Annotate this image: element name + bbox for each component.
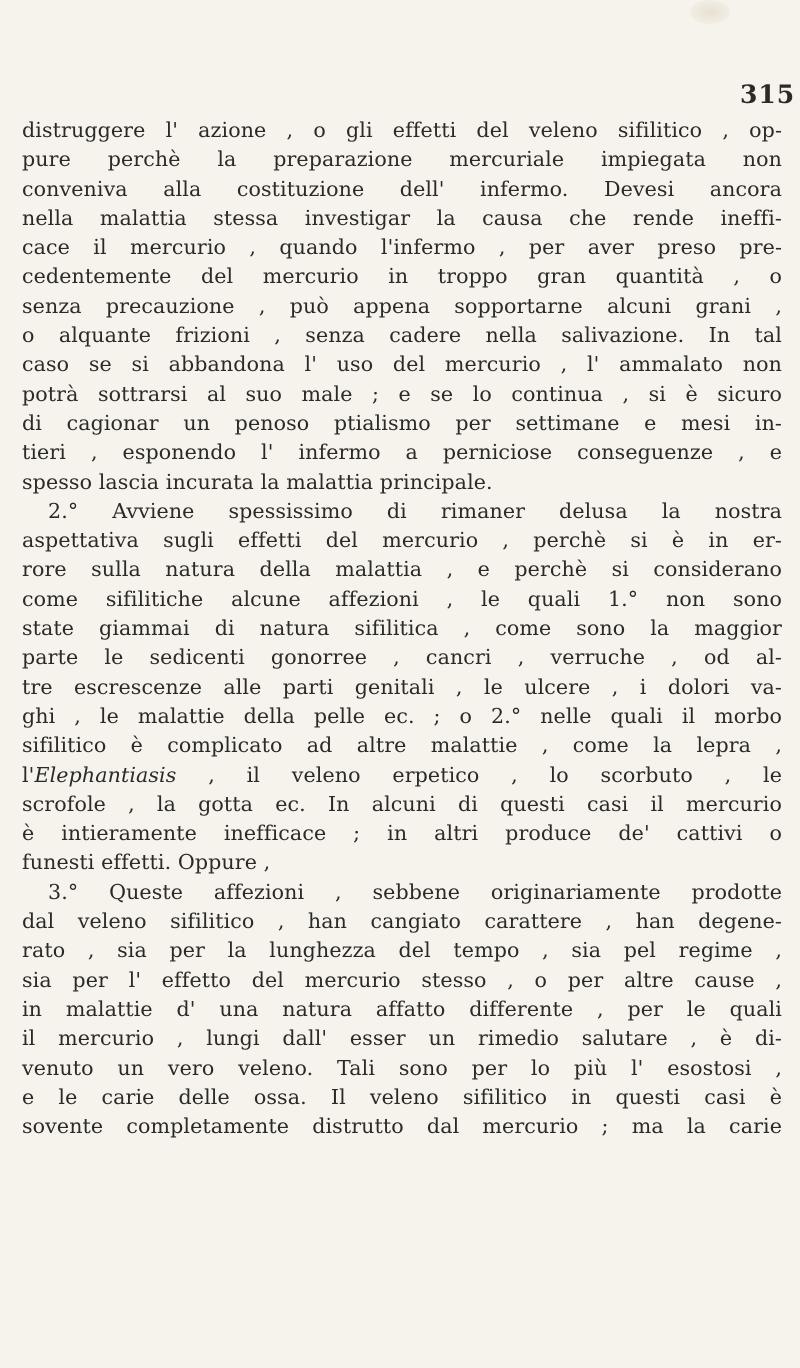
text-line: state giammai di natura sifilitica , come sono la maggior bbox=[22, 616, 782, 641]
text-line: rato , sia per la lunghezza del tempo , sia pel regime , bbox=[22, 938, 782, 963]
text-line: cace il mercurio , quando l'infermo , per aver preso pre- bbox=[22, 235, 782, 260]
text-line: o alquante frizioni , senza cadere nella salivazione. In tal bbox=[22, 323, 782, 348]
text-line-mixed bbox=[22, 761, 782, 790]
text-line: 2.° Avviene spessissimo di rimaner delusa la nostra bbox=[48, 498, 782, 523]
text-line: scrofole , la gotta ec. In alcuni di questi casi il mercurio bbox=[22, 791, 782, 816]
text-fragment: , il veleno erpetico , lo scorbuto , le bbox=[176, 762, 782, 787]
text-line: sia per l' effetto del mercurio stesso , o per altre cause , bbox=[22, 967, 782, 992]
text-line: il mercurio , lungi dall' esser un rimedio salutare , è di- bbox=[22, 1026, 782, 1051]
text-line: tre escrescenze alle parti genitali , le ulcere , i dolori va- bbox=[22, 674, 782, 699]
text-line: senza precauzione , può appena sopportarne alcuni grani , bbox=[22, 293, 782, 318]
text-line: conveniva alla costituzione dell' infermo. Devesi ancora bbox=[22, 176, 782, 201]
paper-stain bbox=[690, 0, 730, 24]
text-fragment: l' bbox=[22, 762, 35, 787]
text-line: cedentemente del mercurio in troppo gran quantità , o bbox=[22, 264, 782, 289]
text-line: rore sulla natura della malattia , e perchè si considerano bbox=[22, 557, 782, 582]
text-line: caso se si abbandona l' uso del mercurio , l' ammalato non bbox=[22, 352, 782, 377]
text-line: spesso lascia incurata la malattia principale. bbox=[22, 469, 493, 494]
body-text bbox=[22, 116, 782, 1141]
text-line: ghi , le malattie della pelle ec. ; o 2.° nelle quali il morbo bbox=[22, 703, 782, 728]
text-line: sovente completamente distrutto dal mercurio ; ma la carie bbox=[22, 1114, 782, 1139]
text-line: in malattie d' una natura affatto differente , per le quali bbox=[22, 996, 782, 1021]
text-line: come sifilitiche alcune affezioni , le quali 1.° non sono bbox=[22, 586, 782, 611]
text-line: pure perchè la preparazione mercuriale impiegata non bbox=[22, 147, 782, 172]
text-line: di cagionar un penoso ptialismo per settimane e mesi in- bbox=[22, 410, 782, 435]
text-line: funesti effetti. Oppure , bbox=[22, 850, 271, 875]
text-line: venuto un vero veleno. Tali sono per lo più l' esostosi , bbox=[22, 1055, 782, 1080]
text-line: tieri , esponendo l' infermo a perniciose conseguenze , e bbox=[22, 440, 782, 465]
text-line: dal veleno sifilitico , han cangiato carattere , han degene- bbox=[22, 909, 782, 934]
text-line: nella malattia stessa investigar la causa che rende ineffi- bbox=[22, 205, 782, 230]
text-line: parte le sedicenti gonorree , cancri , verruche , od al- bbox=[22, 645, 782, 670]
text-line: sifilitico è complicato ad altre malattie , come la lepra , bbox=[22, 733, 782, 758]
text-line: e le carie delle ossa. Il veleno sifilitico in questi casi è bbox=[22, 1084, 782, 1109]
text-line: distruggere l' azione , o gli effetti del veleno sifilitico , op- bbox=[22, 118, 782, 142]
page-number: 315 bbox=[740, 80, 796, 109]
text-line: 3.° Queste affezioni , sebbene originariamente prodotte bbox=[48, 879, 782, 904]
text-line: è intieramente inefficace ; in altri produce de' cattivi o bbox=[22, 821, 782, 846]
text-line: potrà sottrarsi al suo male ; e se lo continua , si è sicuro bbox=[22, 381, 782, 406]
text-line: aspettativa sugli effetti del mercurio , perchè si è in er- bbox=[22, 528, 782, 553]
italic-term: Elephantiasis bbox=[34, 762, 177, 787]
